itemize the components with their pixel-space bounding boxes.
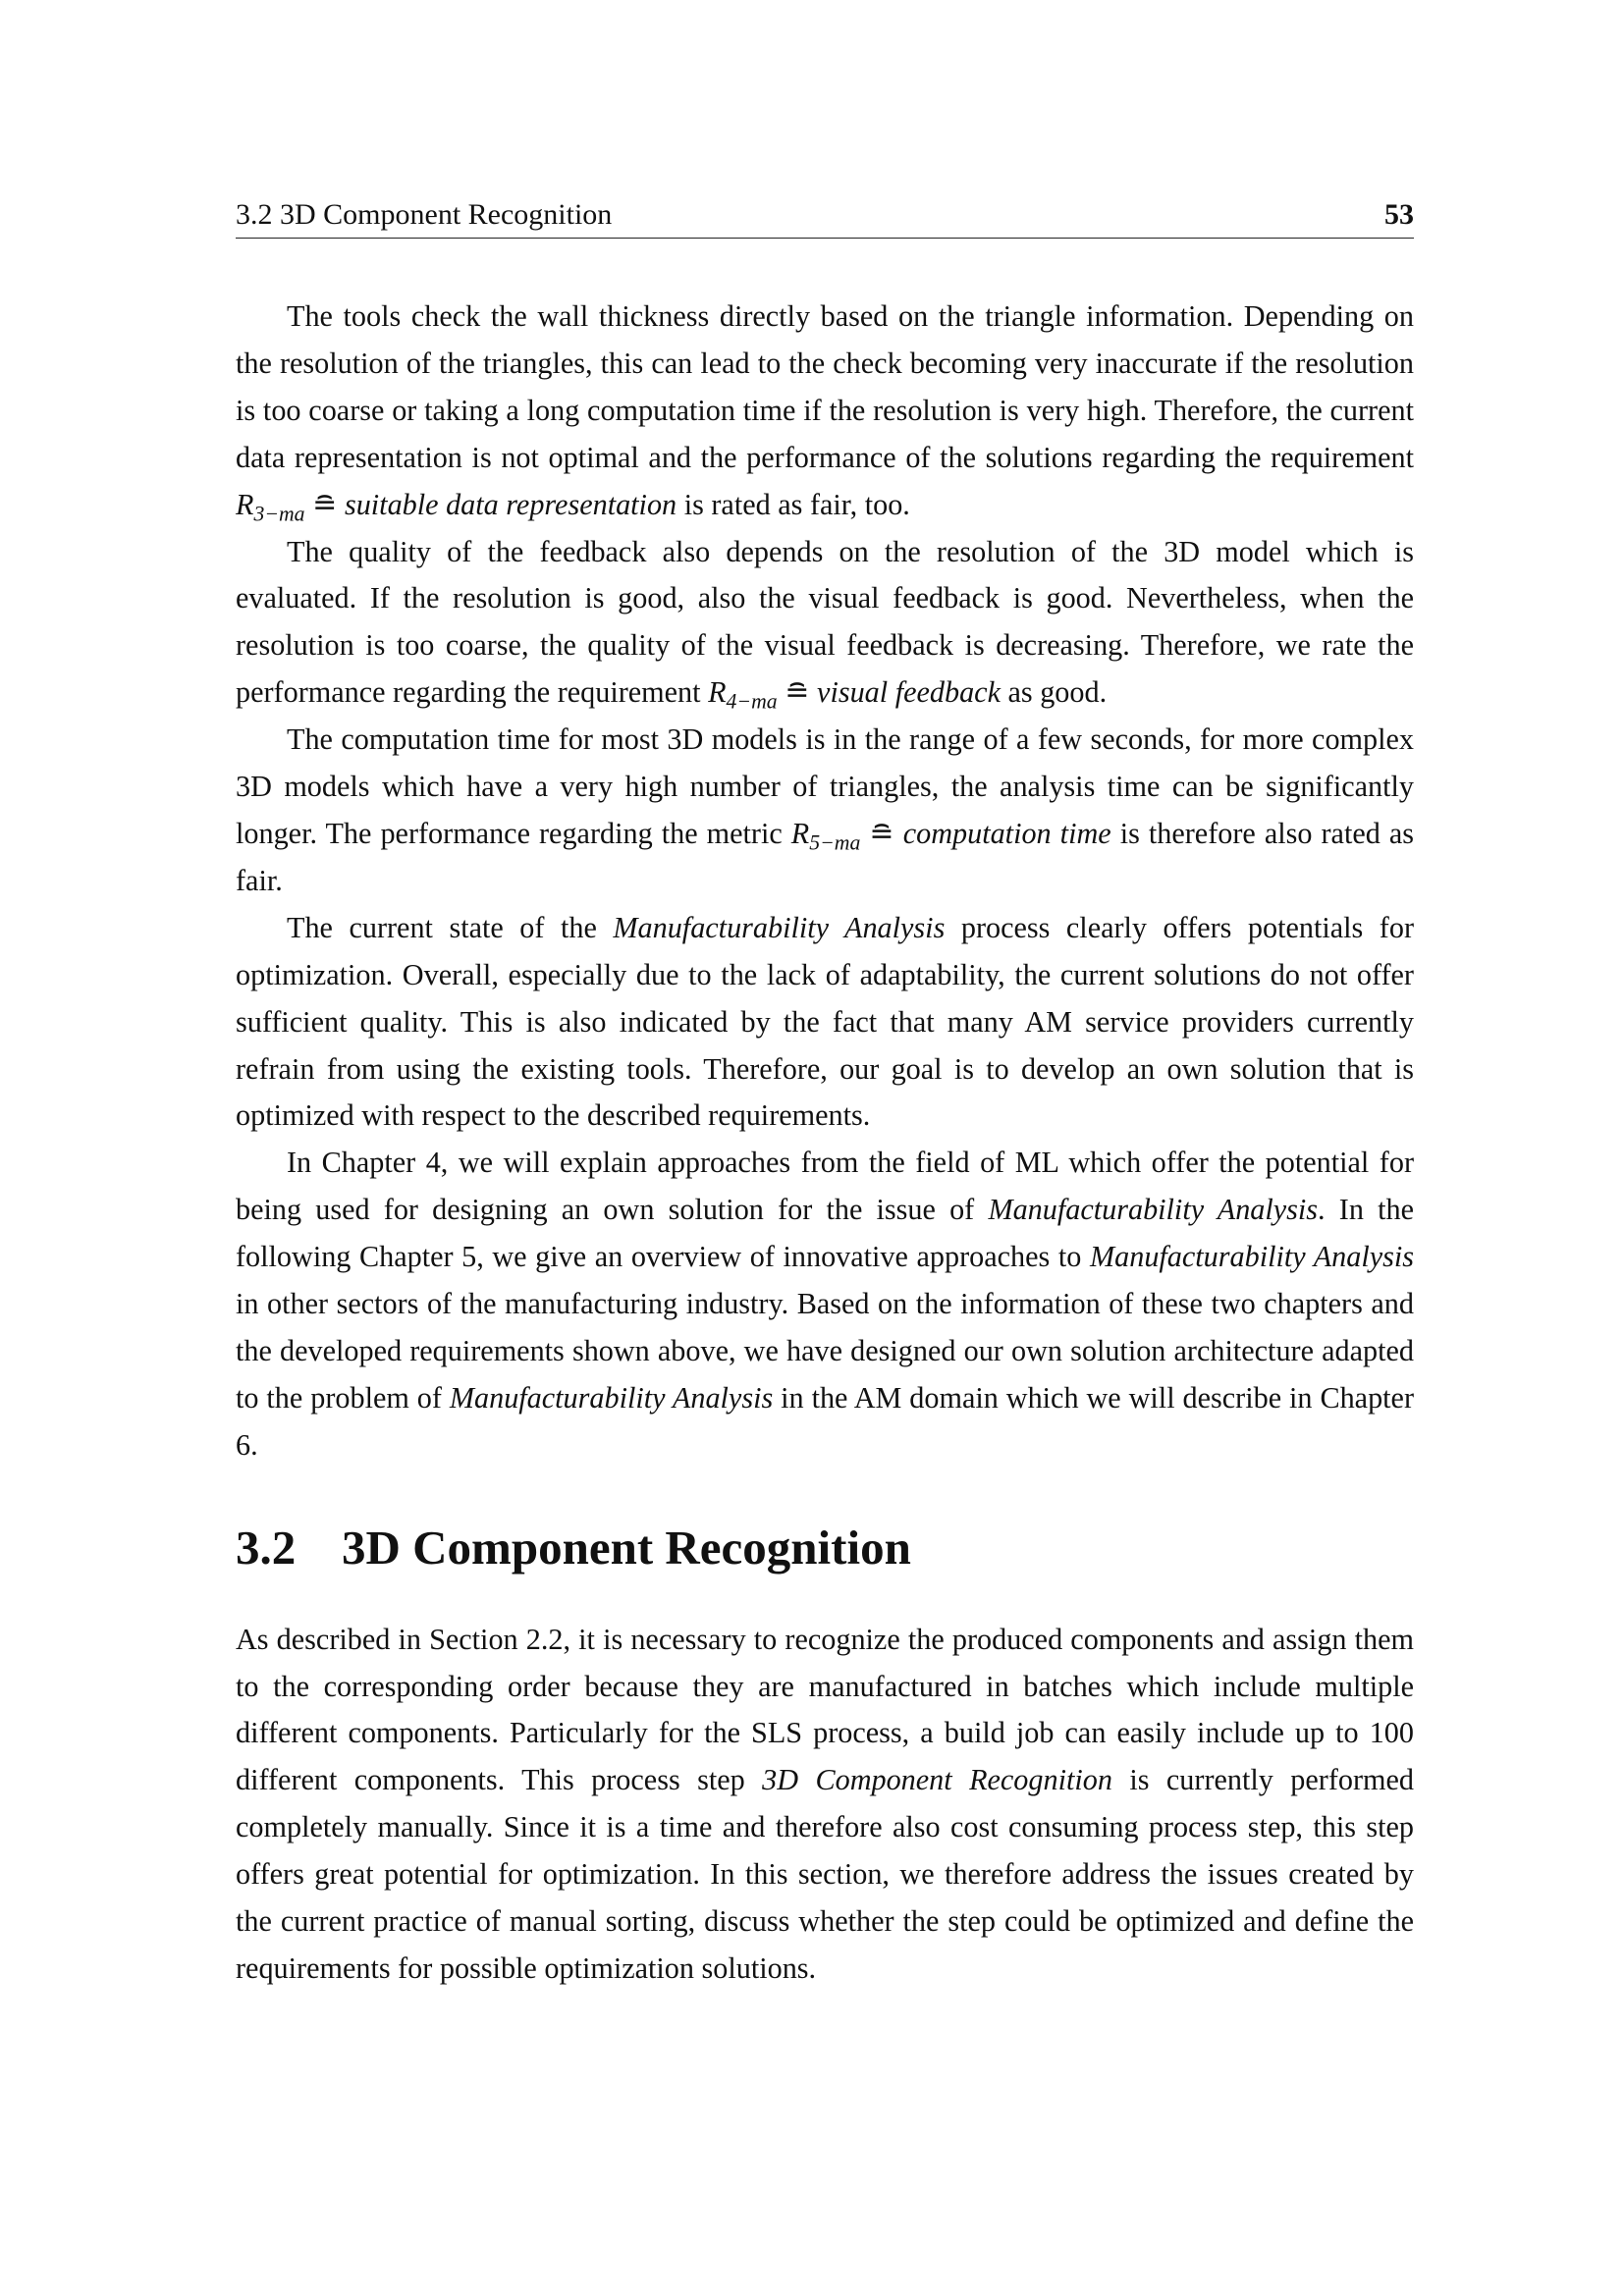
paragraph-text: As described in Section 2.2, it is necessary to recognize the produced components and assign them to the corresponding order because they are manufactured in batches which include multiple different components. Particularly for the SLS process, a build job can easily include up to 100 different components. This process step [236, 1622, 1414, 1797]
requirement-letter: R [790, 816, 810, 850]
requirement-subscript: 5−ma [809, 830, 861, 855]
paragraph-section-intro [236, 1617, 1414, 1993]
correspondence-symbol: ≘ [312, 487, 338, 521]
page-number: 53 [1384, 198, 1414, 231]
requirement-letter: R [708, 675, 727, 710]
requirement-name: visual feedback [817, 675, 1001, 710]
paragraph-text: is therefore also rated as fair. [236, 816, 1415, 897]
requirement-symbol [708, 675, 778, 714]
requirement-letter: R [236, 487, 254, 521]
emphasis-term: Manufacturability Analysis [1089, 1240, 1415, 1274]
body-text [236, 294, 1414, 1993]
requirement-subscript: 3−ma [253, 502, 305, 526]
paragraph-text: . In the following Chapter 5, we give an overview of innovative approaches to [236, 1193, 1414, 1274]
paragraph-text: The current state of the [287, 910, 614, 944]
section-heading [236, 1519, 1414, 1577]
paragraph-text: In Chapter 4, we will explain approaches from the field of ML which offer the potential for being used for designing an own solution for the issue of [236, 1146, 1414, 1227]
paragraph-visual-feedback [236, 529, 1414, 718]
requirement-subscript: 4−ma [726, 689, 778, 714]
paragraph-text: in other sectors of the manufacturing industry. Based on the information of these two chapters and the developed requirements shown above, we have designed our own solution architecture adapted to the problem of [236, 1287, 1414, 1415]
paragraph-text: as good. [1000, 675, 1108, 710]
emphasis-term: Manufacturability Analysis [988, 1193, 1319, 1227]
requirement-symbol [236, 487, 305, 526]
paragraph-text: process clearly offers potentials for optimization. Overall, especially due to the lack of adaptability, the current solutions do not offer sufficient quality. This is also indicated by the fact that many AM service providers currently refrain from using the existing tools. Therefore, our goal is to develop an own solution that is optimized with respect to the described requirements. [236, 910, 1415, 1133]
paragraph-text: is rated as fair, too. [677, 487, 910, 521]
paragraph-computation-time [236, 717, 1414, 905]
requirement-symbol [790, 816, 861, 855]
paragraph-outlook [236, 1140, 1414, 1468]
paragraph-text: The computation time for most 3D models is in the range of a few seconds, for more complex 3D models which have a very high number of triangles, the analysis time can be significantly longer. The performance regarding the metric [236, 722, 1414, 850]
paragraph-current-state [236, 905, 1414, 1141]
emphasis-term: Manufacturability Analysis [449, 1380, 774, 1415]
running-header [236, 195, 1414, 239]
paragraph-data-representation [236, 294, 1414, 529]
paragraph-text: in the AM domain which we will describe in Chapter 6. [236, 1380, 1415, 1462]
paragraph-text: The tools check the wall thickness directly based on the triangle information. Depending on the resolution of the triangles, this can lead to the check becoming very inaccurate if the resolution is too coarse or taking a long computation time if the resolution is very high. Therefore, the current data representation is not optimal and the performance of the solutions regarding the requirement [236, 299, 1414, 474]
emphasis-term: 3D Component Recognition [762, 1763, 1112, 1797]
requirement-name: computation time [902, 816, 1111, 850]
paragraph-text: The quality of the feedback also depends on the resolution of the 3D model which is evaluated. If the resolution is good, also the visual feedback is good. Nevertheless, when the resolution is too coarse, the quality of the visual feedback is decreasing. Therefore, we rate the performance regarding the requirement [236, 534, 1414, 710]
correspondence-symbol: ≘ [869, 816, 894, 850]
emphasis-term: Manufacturability Analysis [613, 910, 946, 944]
requirement-name: suitable data representation [344, 487, 677, 521]
section-title: 3D Component Recognition [342, 1520, 911, 1575]
running-title: 3.2 3D Component Recognition [236, 198, 613, 231]
section-number: 3.2 [236, 1520, 297, 1575]
paragraph-text: is currently performed completely manually. Since it is a time and therefore also cost consuming process step, this step offers great potential for optimization. In this section, we therefore address the issues created by the current practice of manual sorting, discuss whether the step could be optimized and define the requirements for possible optimization solutions. [236, 1763, 1414, 1985]
correspondence-symbol: ≘ [785, 675, 810, 710]
